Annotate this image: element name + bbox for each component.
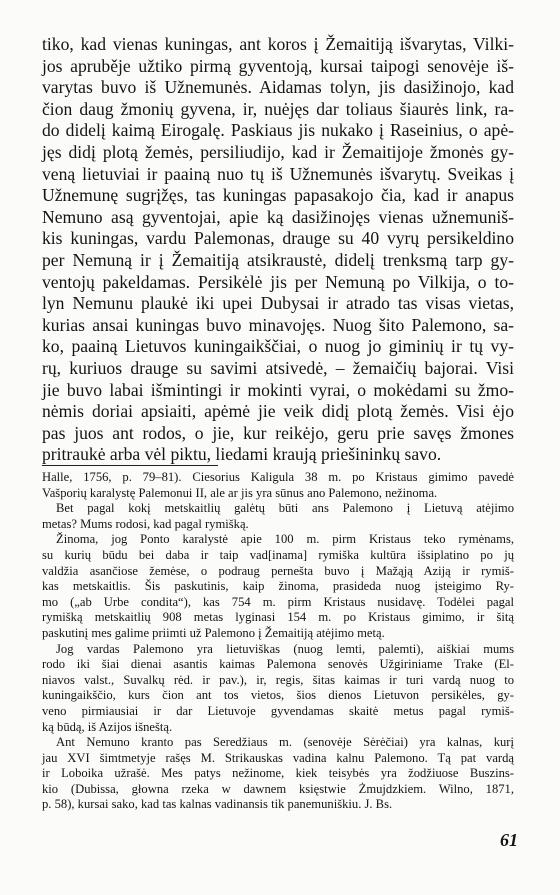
footnote-line: Ant Nemuno kranto pas Seredžiaus m. (senovėje Sėrėčiai) yra kalnas, kurį (56, 735, 514, 750)
main-text-line: pas juos ant rodos, o jie, kur reikėjo, geru prie savęs žmones (42, 422, 514, 443)
footnote-line: kio (Dubissa, głowna rzeka w dawnem księstwie Żmujdzkiem. Wilno, 1871, (42, 781, 514, 796)
footnote-line: rymišką metskaitlių 908 metas lyginasi 154 m. po Kristaus gimimo, ir šitą (42, 610, 514, 625)
footnote-line: metas? Mums rodosi, kad pagal rymišką. (42, 516, 249, 531)
footnote-line: ir Loboika užrašė. Mes patys nežinome, kiek teisybės yra žodžiuose Buszins- (42, 766, 514, 781)
footnote-line: Halle, 1756, p. 79–81). Ciesorius Kaligula 38 m. po Kristaus gimimo pavedė (42, 470, 514, 484)
main-text-block (42, 34, 514, 466)
footnote-line: kas metskaitlis. Šis paskutinis, kaip žinoma, prasideda nuog įsteigimo Ry- (42, 579, 514, 594)
page-number: 61 (500, 830, 518, 850)
footnote-line: p. 58), kursai sako, kad tas kalnas vadinansis tik panemuniškiu. J. Bs. (42, 797, 393, 812)
footnote-line: Bet pagal kokį metskaitlių galėtų būti ans Palemono į Lietuvą atėjimo (56, 501, 514, 516)
main-text-line: jos apruběje užtiko pirmą gyventoją, kursai taipogi senovėje iš- (42, 55, 514, 76)
main-text-line: rų, kuriuos drauge su savimi atsivedė, – žemaičių bajorai. Visi (42, 357, 514, 378)
main-text-line: varytas buvo iš Užnemunės. Aidamas tolyn, jis dasižinojo, kad (42, 77, 514, 98)
footnote-line: veno pirmiausiai ir dar Lietuvoje gyvendamas skaitė metus pagal rymiš- (42, 703, 514, 718)
main-text-line: per Nemuną ir į Žemaitiją atsikraustė, didelį trenksmą tarp gy- (42, 249, 514, 270)
footnote-line: Vašporių karalystę Palemonui II, ale ar jis yra sūnus ano Palemono, nežinoma. (42, 485, 438, 500)
footnote-line: valdžia asančiose žemėse, o podraug pernešta buvo į Mažąją Aziją ir rymiš- (42, 563, 514, 578)
main-text-line: tiko, kad vienas kuningas, ant koros į Žemaitiją išvarytas, Vilki- (42, 34, 514, 54)
main-text-line: nėmis doriai apsiaiti, apėmė jie veik didį plotą žemės. Visi ėjo (42, 401, 514, 422)
main-text-line: jęs didį plotą žemės, persiliudijo, kad ir Žemaitijoje žmonės gy- (42, 141, 514, 162)
footnote-line: jau XVI šimtmetyje rašęs M. Strikauskas vadina kalnu Palemono. Tą pat vardą (42, 750, 514, 765)
main-text-line: Užnemunę sugrįžęs, tas kuningas papasakojo čia, kad ir anapus (42, 185, 514, 206)
main-text-line: veną lietuviai ir paainą nuo tų iš Užnemunės išvarytų. Sveikas į (42, 163, 514, 184)
footnotes-block (42, 470, 514, 813)
footnote-line: niavos valst., Suvalkų rėd. ir pav.), ir, regis, šitas kaimas ir turi vardą nuog to (42, 672, 514, 687)
main-text-line: ko, paainą Lietuvos kuningaikščiai, o nuog jo giminių ir tų vy- (42, 336, 514, 357)
footnote-line: Jog vardas Palemono yra lietuviškas (nuog lemti, palemti), aiškiai mums (56, 641, 514, 656)
footnote-line: mo („ab Urbe condita“), kas 754 m. pirm Kristaus nusidavę. Todėlei pagal (42, 594, 514, 609)
footnote-line: rodo iki šiai dienai asantis kaimas Palemona senovės Užgiriniame Trake (El- (42, 657, 514, 672)
main-text-line: ventojų pakeldamas. Persikėlė jis per Nemuną po Vilkija, o to- (42, 271, 514, 292)
main-text-line: do didelį kaimą Eirogalę. Paskiaus jis nukako į Raseinius, o apė- (42, 120, 514, 141)
footnote-separator (42, 465, 218, 466)
main-text-line: čion daug žmonių gyvena, ir, nuėjęs dar toliaus šiaurės link, ra- (42, 98, 514, 119)
footnote-line: ką būdą, iš Azijos išneštą. (42, 719, 173, 734)
main-text-line: kis kuningas, vardu Palemonas, drauge su 40 vyrų persikeldino (42, 228, 514, 249)
footnote-line: kuningaikščio, kurs čion ant tos vietos, šios dienos Lietuvon persikėles, gy- (42, 688, 514, 703)
footnote-line: Žinoma, jog Ponto karalystė apie 100 m. pirm Kristaus teko rymėnams, (56, 532, 514, 547)
main-text-line: lyn Nemunu plaukė iki upei Dubysai ir atrado tas visas vietas, (42, 293, 514, 314)
footnote-line: paskutinį mes galime priimti už Palemono į Žemaitiją atėjimo metą. (42, 625, 385, 640)
footnote-line: su kurių būdu bei daba ir taip vad[inama] rymiška kultūra išsiplatino po jų (42, 547, 514, 562)
main-text-line: kurias ansai kuningas buvo minavojęs. Nuog šito Palemono, sa- (42, 314, 514, 335)
main-text-line: jie buvo labai išmintingi ir mokinti vyrai, o mokėdami su žmo- (42, 379, 514, 400)
main-text-line: Nemuno asą gyventojai, apie ką dasižinojęs vienas užnemuniš- (42, 206, 514, 227)
main-text-line: pritraukė arba vėl piktu, liedami kraują priešininkų savo. (42, 444, 442, 465)
